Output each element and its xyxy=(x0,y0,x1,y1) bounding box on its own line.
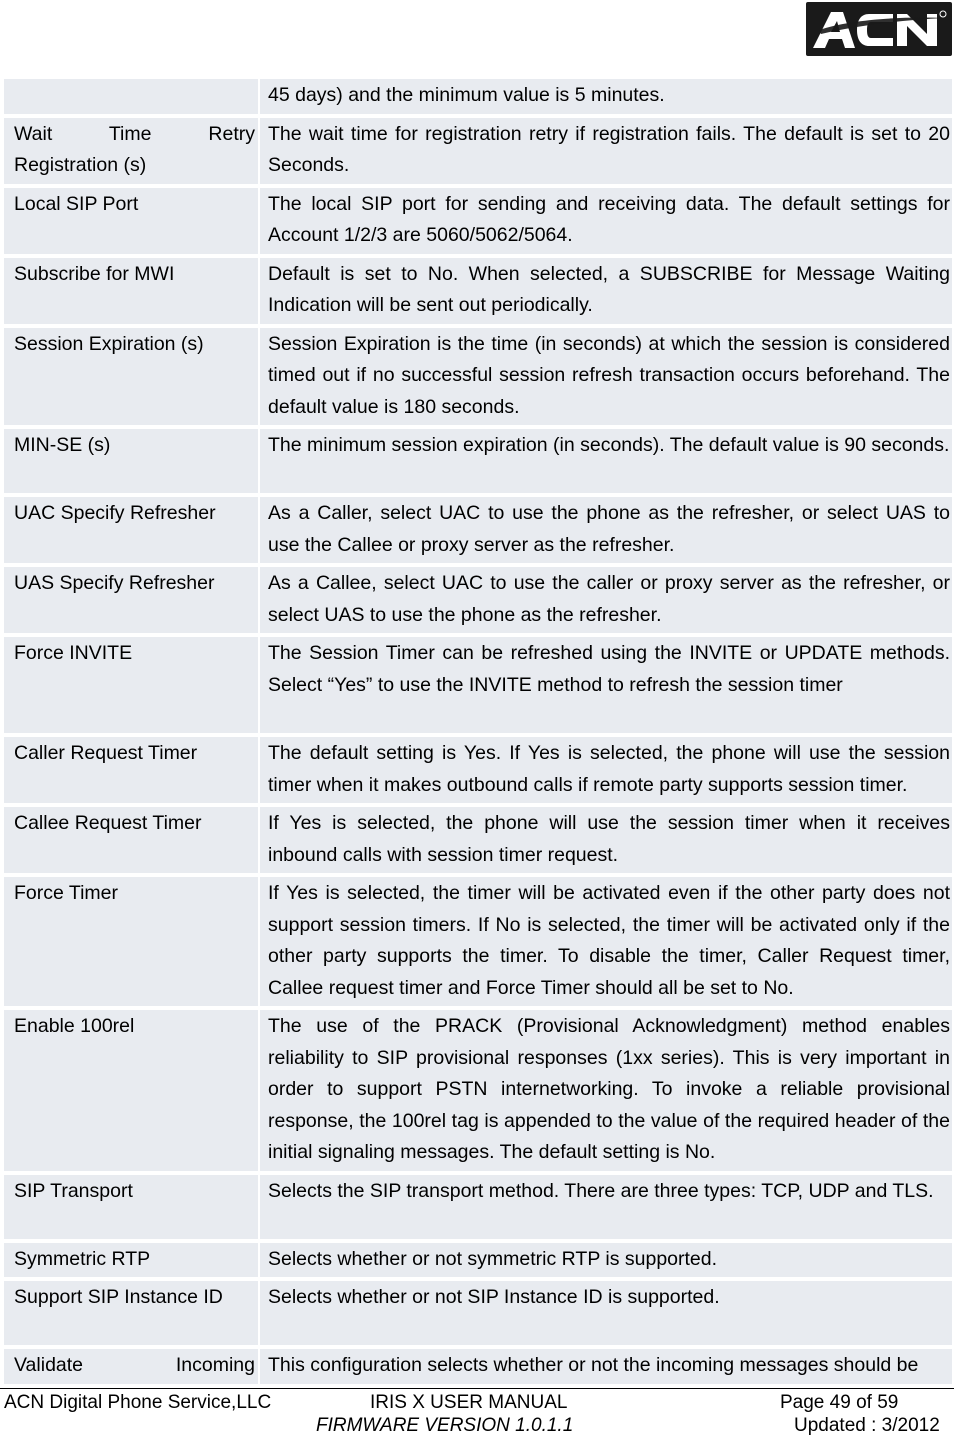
parameter-name: Enable 100rel xyxy=(14,1015,135,1037)
parameter-description: The default setting is Yes. If Yes is selected, the phone will use the session timer when it makes outbound calls if remote party supports session timer. xyxy=(268,742,950,796)
parameter-name-cell xyxy=(4,328,258,426)
parameter-name: UAS Specify Refresher xyxy=(14,572,215,594)
parameter-name: Local SIP Port xyxy=(14,192,139,215)
parameter-description: 45 days) and the minimum value is 5 minutes. xyxy=(268,84,665,106)
parameter-description-cell xyxy=(260,1243,952,1278)
parameter-description: Session Expiration is the time (in seconds) at which the session is considered timed out if no successful session refresh transaction occurs beforehand. The default value is 180 seconds. xyxy=(268,332,950,418)
parameter-name-cell xyxy=(4,807,258,873)
parameter-name-cell xyxy=(4,1175,258,1239)
parameter-description-cell xyxy=(260,1281,952,1345)
footer-manual-title: IRIS X USER MANUAL xyxy=(370,1392,568,1413)
footer-page-number: Page 49 of 59 xyxy=(780,1392,899,1413)
table-row xyxy=(4,497,952,563)
parameter-name: Caller Request Timer xyxy=(14,742,198,764)
parameter-description-cell xyxy=(260,637,952,733)
parameter-description: The wait time for registration retry if registration fails. The default is set to 20 Seconds. xyxy=(268,122,950,176)
parameter-name-cell xyxy=(4,1281,258,1345)
parameter-name: Force INVITE xyxy=(14,642,133,664)
footer-updated-date: Updated : 3/2012 xyxy=(794,1415,940,1436)
table-row xyxy=(4,807,952,873)
parameter-description-cell xyxy=(260,737,952,803)
parameter-name-cell xyxy=(4,79,258,114)
parameter-description-cell xyxy=(260,258,952,324)
footer-firmware-version: FIRMWARE VERSION 1.0.1.1 xyxy=(316,1415,574,1436)
table-row xyxy=(4,737,952,803)
parameter-name: Force Timer xyxy=(14,882,119,904)
acn-logo xyxy=(806,2,952,56)
parameter-description-cell xyxy=(260,1010,952,1171)
table-row xyxy=(4,1281,952,1345)
parameter-name-cell xyxy=(4,1243,258,1278)
parameter-description: The Session Timer can be refreshed using the INVITE or UPDATE methods. Select “Yes” to use the INVITE method to refresh the session timer xyxy=(268,642,950,696)
parameter-description-cell xyxy=(260,567,952,633)
table-row xyxy=(4,258,952,324)
parameter-name: Session Expiration (s) xyxy=(14,332,204,355)
parameter-name: Callee Request Timer xyxy=(14,812,202,834)
parameter-name: Subscribe for MWI xyxy=(14,262,175,285)
table-row xyxy=(4,1010,952,1171)
parameter-name: Wait Time Retry Registration (s) xyxy=(14,122,255,176)
parameter-description: As a Callee, select UAC to use the caller or proxy server as the refresher, or select UAS to use the phone as the refresher. xyxy=(268,572,950,626)
acn-logo-mark xyxy=(809,6,949,52)
parameter-name: Symmetric RTP xyxy=(14,1247,151,1270)
parameter-description-cell xyxy=(260,118,952,184)
parameter-name-cell xyxy=(4,1349,258,1384)
parameter-name: SIP Transport xyxy=(14,1179,133,1202)
parameter-table xyxy=(2,75,954,1388)
parameter-description-cell xyxy=(260,328,952,426)
table-row xyxy=(4,328,952,426)
parameter-description: If Yes is selected, the timer will be activated even if the other party does not support session timers. If No is selected, the timer will be activated only if the other party supports the timer. To disable the timer, Caller Request timer, Callee request timer and Force Timer should all be set to No. xyxy=(268,882,950,999)
parameter-name-cell xyxy=(4,877,258,1006)
parameter-name: MIN-SE (s) xyxy=(14,434,111,456)
parameter-name: Validate Incoming xyxy=(14,1354,255,1376)
parameter-description-cell xyxy=(260,1175,952,1239)
table-row xyxy=(4,877,952,1006)
parameter-description-cell xyxy=(260,188,952,254)
parameter-name-cell xyxy=(4,429,258,493)
parameter-name: UAC Specify Refresher xyxy=(14,502,216,524)
parameter-description-cell xyxy=(260,807,952,873)
parameter-name-cell xyxy=(4,258,258,324)
table-row xyxy=(4,1243,952,1278)
parameter-description: The use of the PRACK (Provisional Acknowledgment) method enables reliability to SIP provisional responses (1xx series). This is very important in order to support PSTN internetworking. To invoke a reliable provisional response, the 100rel tag is appended to the value of the required header of the initial signaling messages. The default setting is No. xyxy=(268,1015,950,1163)
table-row xyxy=(4,429,952,493)
table-row xyxy=(4,567,952,633)
table-row xyxy=(4,1175,952,1239)
parameter-description: The local SIP port for sending and receiving data. The default settings for Account 1/2/3 are 5060/5062/5064. xyxy=(268,192,950,246)
page-footer xyxy=(0,1388,954,1437)
parameter-description-cell xyxy=(260,79,952,114)
parameter-description: Default is set to No. When selected, a SUBSCRIBE for Message Waiting Indication will be sent out periodically. xyxy=(268,262,950,316)
parameter-description-cell xyxy=(260,1349,952,1384)
parameter-description-cell xyxy=(260,497,952,563)
table-row xyxy=(4,637,952,733)
parameter-description: If Yes is selected, the phone will use the session timer when it receives inbound calls with session timer request. xyxy=(268,812,950,866)
table-row xyxy=(4,1349,952,1384)
parameter-description: The minimum session expiration (in seconds). The default value is 90 seconds. xyxy=(268,434,950,456)
parameter-description: This configuration selects whether or not the incoming messages should be xyxy=(268,1354,919,1376)
parameter-description: Selects whether or not symmetric RTP is supported. xyxy=(268,1247,718,1270)
parameter-description-cell xyxy=(260,429,952,493)
table-row xyxy=(4,118,952,184)
parameter-name: Support SIP Instance ID xyxy=(14,1286,223,1308)
table-row xyxy=(4,79,952,114)
parameter-name-cell xyxy=(4,1010,258,1171)
parameter-name-cell xyxy=(4,118,258,184)
parameter-description-cell xyxy=(260,877,952,1006)
parameter-name-cell xyxy=(4,567,258,633)
footer-company: ACN Digital Phone Service,LLC xyxy=(4,1392,272,1413)
table-row xyxy=(4,188,952,254)
parameter-name-cell xyxy=(4,188,258,254)
parameter-description: Selects the SIP transport method. There are three types: TCP, UDP and TLS. xyxy=(268,1179,934,1202)
parameter-name-cell xyxy=(4,497,258,563)
parameter-description: As a Caller, select UAC to use the phone as the refresher, or select UAS to use the Callee or proxy server as the refresher. xyxy=(268,502,950,556)
parameter-name-cell xyxy=(4,737,258,803)
parameter-description: Selects whether or not SIP Instance ID is supported. xyxy=(268,1286,720,1308)
parameter-name-cell xyxy=(4,637,258,733)
